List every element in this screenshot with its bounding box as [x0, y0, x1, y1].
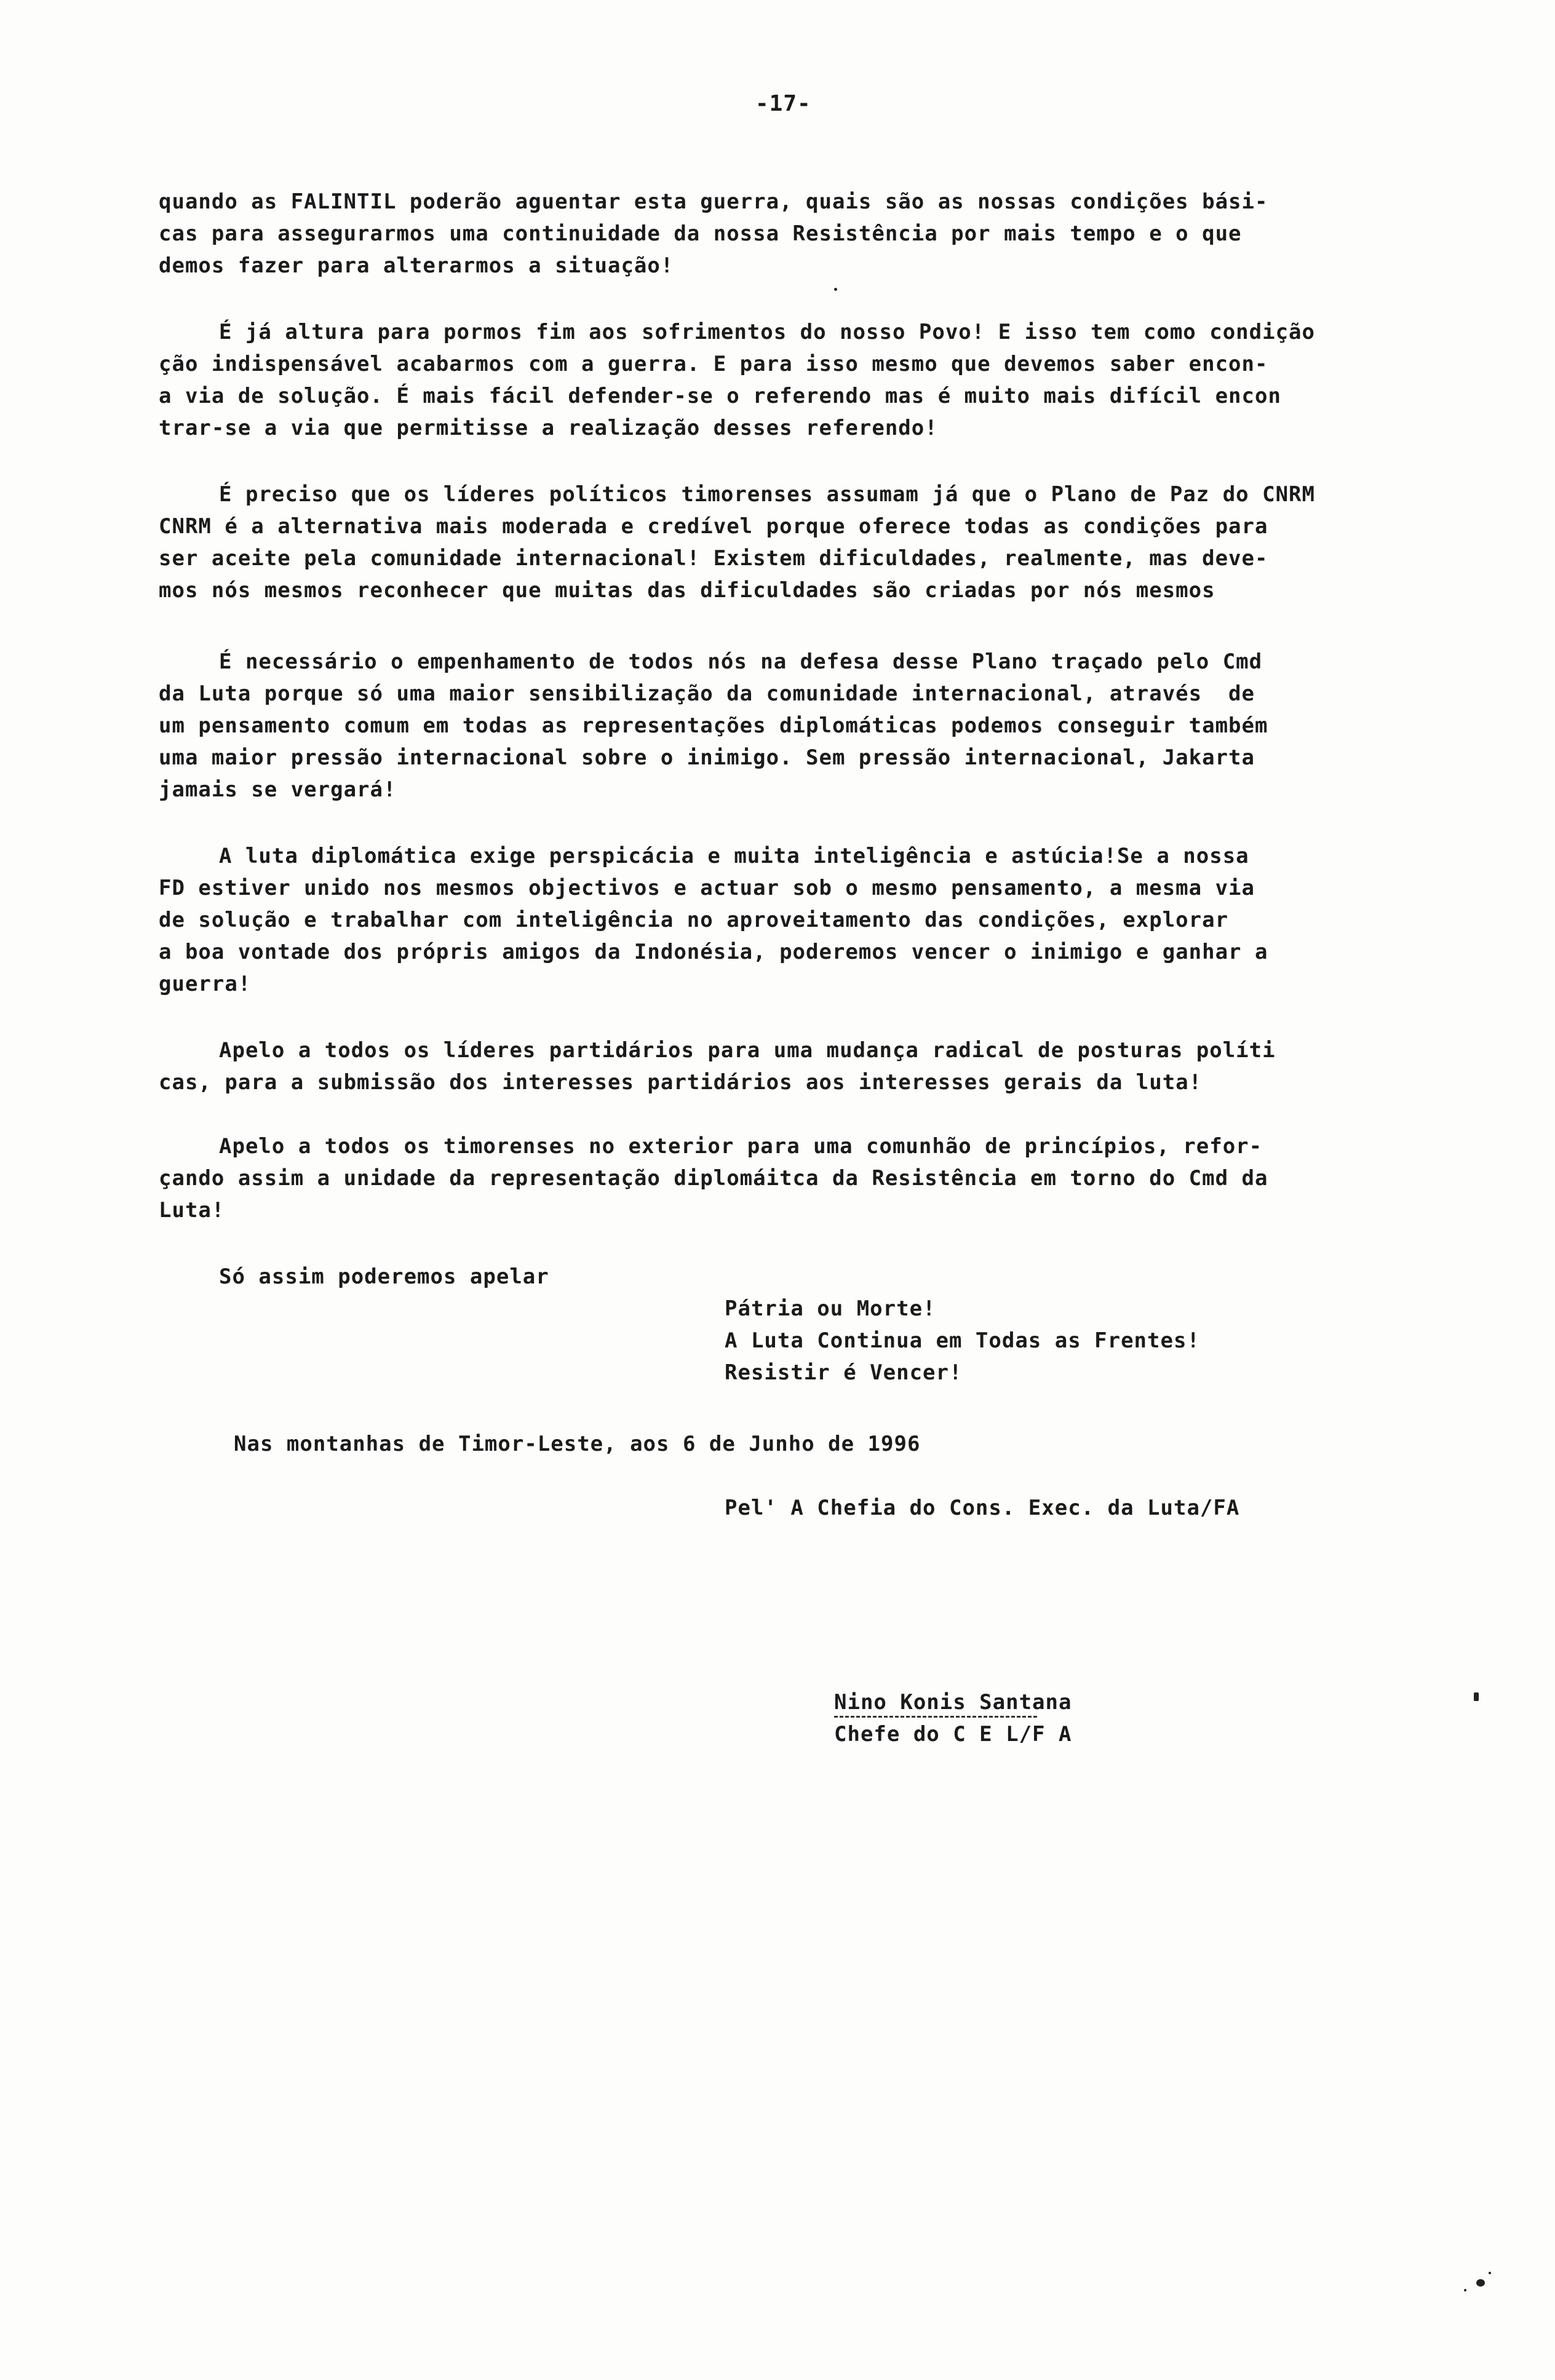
paragraph-4-line-3: um pensamento comum em todas as representações diplomáticas podemos conseguir também — [159, 713, 1268, 738]
paragraph-2-line-3: a via de solução. É mais fácil defender-se o referendo mas é muito mais difícil encon — [159, 384, 1281, 408]
scan-speck — [1476, 2279, 1485, 2287]
paragraph-5-line-5: guerra! — [159, 972, 252, 996]
scan-mark — [1474, 1692, 1479, 1701]
paragraph-4-line-1: É necessário o empenhamento de todos nós na defesa desse Plano traçado pelo Cmd — [219, 649, 1263, 674]
paragraph-5-line-3: de solução e trabalhar com inteligência no aproveitamento das condições, explorar — [159, 908, 1229, 932]
paragraph-5-line-1: A luta diplomática exige perspicácia e muita inteligência e astúcia!Se a nossa — [219, 844, 1249, 868]
signer-title: Chefe do C E L/F A — [834, 1722, 1072, 1747]
place-date: Nas montanhas de Timor-Leste, aos 6 de Junho de 1996 — [234, 1432, 921, 1456]
scan-speck — [834, 288, 837, 291]
paragraph-6-line-2: cas, para a submissão dos interesses partidários aos interesses gerais da luta! — [159, 1070, 1203, 1095]
paragraph-3-line-2: CNRM é a alternativa mais moderada e credível porque oferece todas as condições para — [159, 514, 1268, 539]
scan-speck — [1464, 2289, 1466, 2291]
signer-name: Nino Konis Santana — [834, 1690, 1072, 1715]
paragraph-7-line-1: Apelo a todos os timorenses no exterior para uma comunhão de princípios, refor- — [219, 1134, 1263, 1159]
paragraph-1-line-1: quando as FALINTIL poderão aguentar esta guerra, quais são as nossas condições bási- — [159, 189, 1268, 214]
paragraph-3-line-1: É preciso que os líderes políticos timorenses assumam já que o Plano de Paz do CNRM — [219, 482, 1315, 507]
paragraph-4-line-4: uma maior pressão internacional sobre o inimigo. Sem pressão internacional, Jakarta — [159, 745, 1255, 770]
on-behalf-line: Pel' A Chefia do Cons. Exec. da Luta/FA — [725, 1496, 1240, 1520]
paragraph-4-line-5: jamais se vergará! — [159, 777, 397, 802]
slogan-2: A Luta Continua em Todas as Frentes! — [725, 1328, 1200, 1353]
signature-line — [834, 1716, 1037, 1718]
paragraph-5-line-4: a boa vontade dos própris amigos da Indonésia, poderemos vencer o inimigo e ganhar a — [159, 940, 1268, 964]
paragraph-1-line-2: cas para assegurarmos uma continuidade da nossa Resistência por mais tempo e o que — [159, 221, 1242, 246]
paragraph-8-line-1: Só assim poderemos apelar — [219, 1264, 549, 1289]
slogan-1: Pátria ou Morte! — [725, 1296, 936, 1321]
paragraph-6-line-1: Apelo a todos os líderes partidários para uma mudança radical de posturas políti — [219, 1038, 1276, 1063]
paragraph-3-line-4: mos nós mesmos reconhecer que muitas das dificuldades são criadas por nós mesmos — [159, 578, 1215, 603]
slogan-3: Resistir é Vencer! — [725, 1360, 963, 1385]
paragraph-4-line-2: da Luta porque só uma maior sensibilização da comunidade internacional, através de — [159, 681, 1255, 706]
page-number: -17- — [755, 91, 811, 116]
paragraph-2-line-2: ção indispensável acabarmos com a guerra. E para isso mesmo que devemos saber encon- — [159, 352, 1268, 376]
paragraph-5-line-2: FD estiver unido nos mesmos objectivos e actuar sob o mesmo pensamento, a mesma via — [159, 876, 1255, 900]
paragraph-7-line-2: çando assim a unidade da representação diplomáitca da Resistência em torno do Cmd da — [159, 1166, 1268, 1191]
paragraph-3-line-3: ser aceite pela comunidade internacional! Existem dificuldades, realmente, mas deve- — [159, 546, 1268, 571]
paragraph-2-line-4: trar-se a via que permitisse a realização desses referendo! — [159, 416, 938, 440]
paragraph-7-line-3: Luta! — [159, 1198, 225, 1223]
paragraph-1-line-3: demos fazer para alterarmos a situação! — [159, 253, 674, 278]
scan-speck — [1489, 2272, 1491, 2274]
paragraph-2-line-1: É já altura para pormos fim aos sofrimentos do nosso Povo! E isso tem como condição — [219, 320, 1315, 344]
